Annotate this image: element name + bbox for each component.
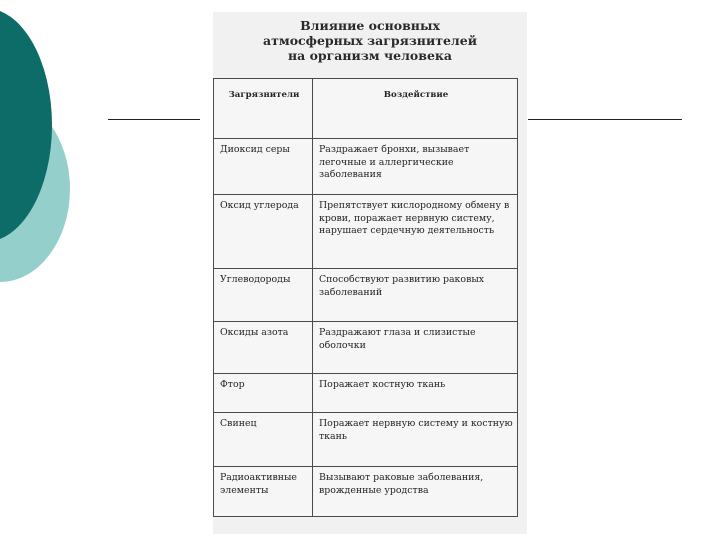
effect-cell: Способствуют развитию раковых заболеваний bbox=[313, 269, 518, 322]
header-pollutants: Загрязнители bbox=[214, 79, 313, 139]
header-effect: Воздействие bbox=[313, 79, 518, 139]
pollutant-cell: Фтор bbox=[214, 374, 313, 413]
title-line-2: атмосферных загрязнителей bbox=[263, 33, 477, 48]
pollutant-cell: Оксид углерода bbox=[214, 195, 313, 269]
pollutant-cell: Диоксид серы bbox=[214, 139, 313, 195]
table-row bbox=[214, 195, 518, 269]
table-row bbox=[214, 467, 518, 517]
effect-cell: Вызывают раковые заболевания, врожденные уродства bbox=[313, 467, 518, 517]
title-line-3: на организм человека bbox=[287, 48, 453, 63]
pollutant-cell: Свинец bbox=[214, 413, 313, 467]
effect-cell: Препятствует кислородному обмену в крови, поражает нервную систему, нарушает сердечную деятельность bbox=[313, 195, 518, 269]
pollutants-table bbox=[213, 78, 518, 517]
table-row bbox=[214, 374, 518, 413]
divider-line-right bbox=[528, 119, 682, 120]
table-row bbox=[214, 139, 518, 195]
effect-cell: Поражает нервную систему и костную ткань bbox=[313, 413, 518, 467]
effect-cell: Раздражает бронхи, вызывает легочные и аллергические заболевания bbox=[313, 139, 518, 195]
scanned-table-image bbox=[213, 12, 527, 534]
effect-cell: Раздражают глаза и слизистые оболочки bbox=[313, 322, 518, 374]
pollutant-cell: Оксиды азота bbox=[214, 322, 313, 374]
table-row bbox=[214, 322, 518, 374]
divider-line-left bbox=[108, 119, 200, 120]
pollutant-cell: Радиоактивные элементы bbox=[214, 467, 313, 517]
effect-cell: Поражает костную ткань bbox=[313, 374, 518, 413]
table-header-row bbox=[214, 79, 518, 139]
pollutant-cell: Углеводороды bbox=[214, 269, 313, 322]
table-row bbox=[214, 413, 518, 467]
table-title bbox=[213, 18, 527, 63]
title-line-1: Влияние основных bbox=[300, 18, 440, 33]
table-row bbox=[214, 269, 518, 322]
